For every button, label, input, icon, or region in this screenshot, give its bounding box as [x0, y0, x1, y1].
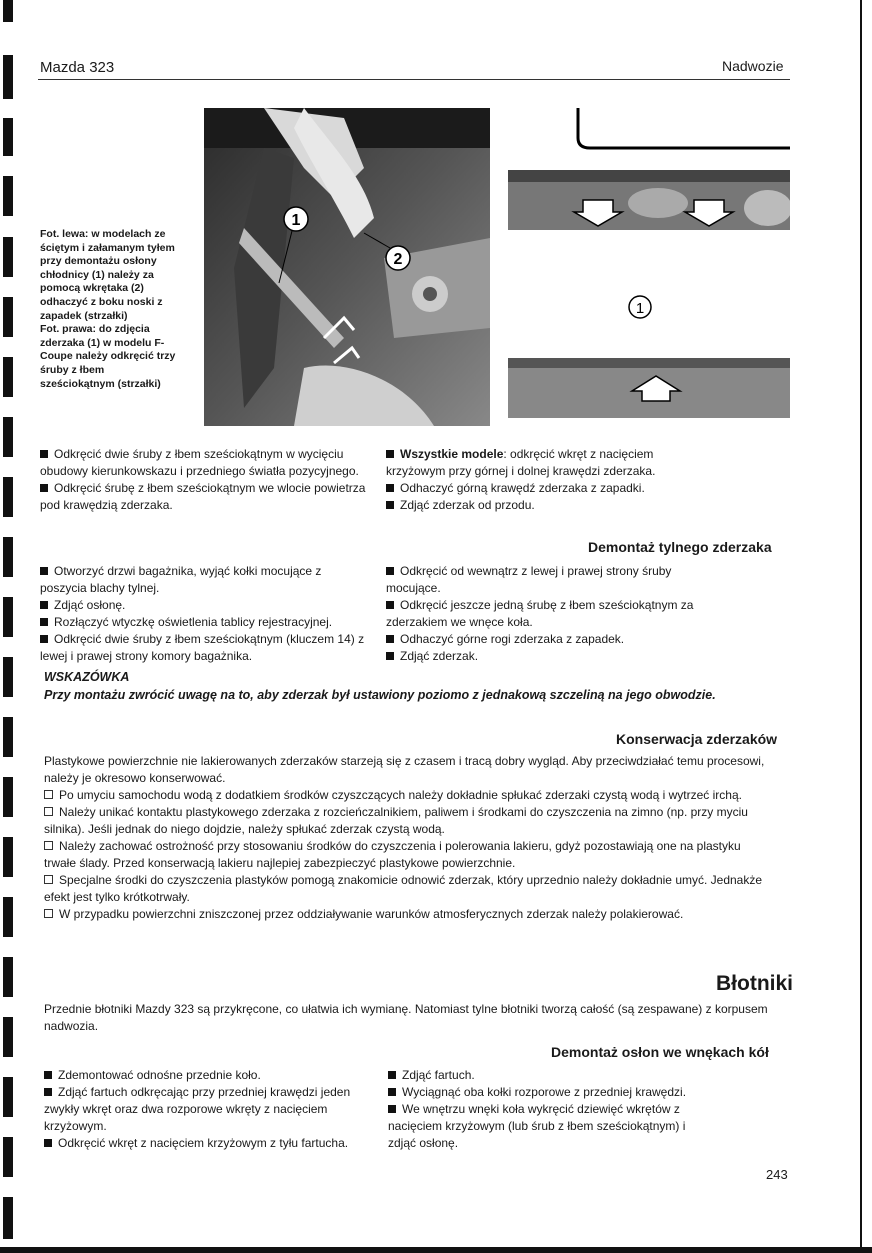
list-item: Odkręcić dwie śruby z łbem sześciokątnym (kluczem 14) z lewej i prawej strony komory bagażnika.: [40, 632, 365, 663]
conservation-body: [44, 753, 772, 923]
header-rule: [38, 79, 790, 80]
binder-mark: [3, 477, 13, 517]
list-item: Zdjąć fartuch.: [388, 1067, 714, 1084]
wheel-arch-right-column: [388, 1067, 714, 1152]
list-item: Zdjąć fartuch odkręcając przy przedniej krawędzi jeden zwykły wkręt oraz dwa rozporowe wkręty z nacięciem krzyżowym.: [44, 1085, 351, 1133]
binder-mark: [3, 357, 13, 397]
section-heading-rear-bumper: Demontaż tylnego zderzaka: [588, 539, 772, 555]
list-item: Zdjąć zderzak od przodu.: [386, 497, 716, 514]
binder-mark: [3, 777, 13, 817]
list-item: Po umyciu samochodu wodą z dodatkiem środków czyszczących należy dokładnie spłukać zderzaki czystą wodą i wytrzeć irchą.: [44, 787, 772, 804]
list-item: Odhaczyć górną krawędź zderzaka z zapadki.: [386, 480, 716, 497]
list-item: Wszystkie modele: odkręcić wkręt z nacięciem krzyżowym przy górnej i dolnej krawędzi zderzaka.: [386, 447, 656, 478]
binder-mark: [3, 417, 13, 457]
section-heading-conservation: Konserwacja zderzaków: [616, 731, 778, 747]
chapter-title-fenders: Błotniki: [716, 972, 793, 995]
binder-mark: [3, 657, 13, 697]
photo-bumper-fcoupe: [508, 108, 790, 418]
caption-left: Fot. lewa: w modelach ze ściętym i załamanym tyłem przy demontażu osłony chłodnicy (1) należy za pomocą wkrętaka (2) odhaczyć z boku noski z zapadek (strzałki): [40, 228, 175, 322]
caption-right: Fot. prawa: do zdjęcia zderzaka (1) w modelu F-Coupe należy odkręcić trzy śruby z łbem sześciokątnym (strzałki): [40, 323, 176, 390]
list-item: Odkręcić od wewnątrz z lewej i prawej strony śruby mocujące.: [386, 564, 672, 595]
list-item: Odkręcić jeszcze jedną śrubę z łbem sześciokątnym za zderzakiem we wnęce koła.: [386, 598, 694, 629]
binder-mark: [3, 537, 13, 577]
section-heading-wheel-arch: Demontaż osłon we wnękach kół: [551, 1044, 769, 1060]
binder-mark: [3, 717, 13, 757]
list-item: Należy unikać kontaktu plastykowego zderzaka z rozcieńczalnikiem, paliwem i środkami do czyszczenia na zimno (np. przy myciu silnika). Jeśli jednak do niego dojdzie, należy spłukać zderzak czystą wodą.: [44, 805, 748, 836]
list-item: Należy zachować ostrożność przy stosowaniu środków do czyszczenia i polerowania lakieru, gdyż pozostawiają one na plastyku trwałe ślady. Przed konserwacją lakieru najlepiej zabezpieczyć plastykowe powierzchnie.: [44, 839, 741, 870]
front-removal-right-column: [386, 446, 716, 514]
binder-mark: [3, 897, 13, 937]
callout-1: 1: [291, 212, 301, 229]
binder-mark: [3, 237, 13, 277]
list-item: Otworzyć drzwi bagażnika, wyjąć kołki mocujące z poszycia blachy tylnej.: [40, 564, 322, 595]
callout-1: 1: [635, 300, 645, 317]
binder-mark: [3, 176, 13, 216]
list-item: Odhaczyć górne rogi zderzaka z zapadek.: [386, 631, 714, 648]
list-item: We wnętrzu wnęki koła wykręcić dziewięć wkrętów z nacięciem krzyżowym (lub śrub z łbem sześciokątnym) i zdjąć osłonę.: [388, 1102, 686, 1150]
list-item: Odkręcić dwie śruby z łbem sześciokątnym w wycięciu obudowy kierunkowskazu i przedniego światła pozycyjnego.: [40, 447, 359, 478]
binder-mark: [3, 957, 13, 997]
conservation-intro: Plastykowe powierzchnie nie lakierowanych zderzaków starzeją się z czasem i tracą dobry wygląd. Aby przeciwdziałać temu procesowi, należy je okresowo konserwować.: [44, 754, 765, 785]
note-text: Przy montażu zwrócić uwagę na to, aby zderzak był ustawiony poziomo z jednakową szczeliną na jego obwodzie.: [44, 688, 716, 702]
wheel-arch-left-column: [44, 1067, 368, 1152]
running-header-section: Nadwozie: [722, 58, 784, 74]
list-item: W przypadku powierzchni zniszczonej przez oddziaływanie warunków atmosferycznych zderzak należy polakierować.: [44, 906, 772, 923]
binder-mark: [3, 1017, 13, 1057]
binder-mark: [3, 0, 13, 22]
binder-mark: [3, 1197, 13, 1239]
list-item: Wyciągnąć oba kołki rozporowe z przedniej krawędzi.: [388, 1084, 714, 1101]
fenders-intro: Przednie błotniki Mazdy 323 są przykręcone, co ułatwia ich wymianę. Natomiast tylne błotniki tworzą całość (są zespawane) z korpusem nadwozia.: [44, 1002, 768, 1033]
list-item: Zdjąć osłonę.: [40, 597, 368, 614]
binder-mark: [3, 1137, 13, 1177]
list-item: Zdemontować odnośne przednie koło.: [44, 1067, 368, 1084]
binder-mark: [3, 837, 13, 877]
photo-caption: [40, 228, 180, 391]
binder-mark: [3, 1077, 13, 1117]
binder-mark: [3, 118, 13, 156]
binder-mark: [3, 597, 13, 637]
callout-2: 2: [393, 251, 403, 268]
list-item: Specjalne środki do czyszczenia plastyków pomogą znakomicie odnowić zderzak, który uprzednio należy dokładnie umyć. Jednakże efekt jest tylko krótkotrwały.: [44, 873, 763, 904]
scan-edge: [0, 1247, 872, 1253]
rear-removal-left-column: [40, 563, 368, 665]
photo-radiator-grille: [204, 108, 490, 426]
scan-edge: [860, 0, 862, 1253]
front-removal-left-column: [40, 446, 368, 514]
list-item: Rozłączyć wtyczkę oświetlenia tablicy rejestracyjnej.: [40, 614, 368, 631]
rear-removal-right-column: [386, 563, 714, 665]
note-title: WSKAZÓWKA: [44, 670, 130, 684]
list-item: Zdjąć zderzak.: [386, 648, 714, 665]
list-item: Odkręcić wkręt z nacięciem krzyżowym z tyłu fartucha.: [44, 1135, 368, 1152]
binder-mark: [3, 297, 13, 337]
list-item: Odkręcić śrubę z łbem sześciokątnym we wlocie powietrza pod krawędzią zderzaka.: [40, 481, 366, 512]
page-number: 243: [766, 1167, 788, 1182]
running-header-title: Mazda 323: [40, 59, 115, 76]
binder-mark: [3, 55, 13, 99]
